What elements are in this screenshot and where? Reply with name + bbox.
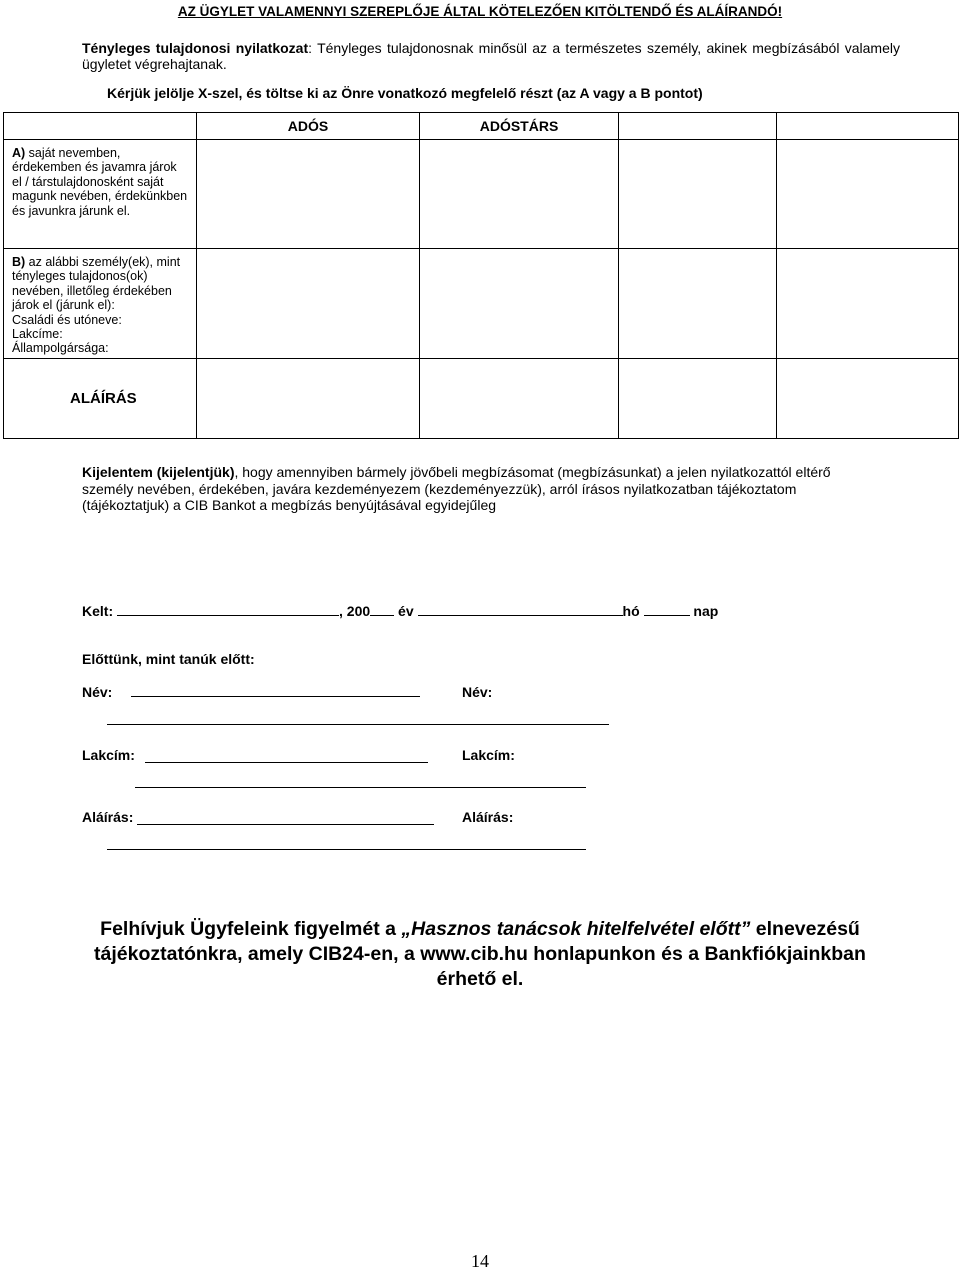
- date-month-label: hó: [622, 603, 640, 619]
- page-heading: AZ ÜGYLET VALAMENNYI SZEREPLŐJE ÁLTAL KÖTELEZŐEN KITÖLTENDŐ ÉS ALÁÍRANDÓ!: [177, 4, 783, 19]
- intro-paragraph: [82, 40, 900, 72]
- intro-term: Tényleges tulajdonosi nyilatkozat: [82, 40, 309, 56]
- date-label: Kelt:: [82, 603, 114, 619]
- field-citizenship: Állampolgársága:: [12, 341, 109, 356]
- declaration-paragraph: [82, 464, 872, 514]
- header-empty-3: [619, 113, 777, 140]
- header-ados: ADÓS: [197, 113, 420, 140]
- intro-text: : Tényleges tulajdonosnak minősül az a természetes személy, akinek megbízásából valamely ügyletet végrehajtanak.: [82, 40, 900, 72]
- date-year-label: év: [398, 603, 414, 619]
- header-adostars: ADÓSTÁRS: [420, 113, 619, 140]
- signature-cell-4[interactable]: [777, 358, 959, 438]
- witness1-address-label: Lakcím:: [82, 747, 135, 763]
- signature-cell-3[interactable]: [619, 358, 777, 438]
- row-a-label: A) saját nevemben, érdekemben és javamra járok el / társtulajdonosként saját magunk nevében, érdekünkben és javunkra járunk el.: [4, 140, 197, 249]
- declaration-text: , hogy amennyiben bármely jövőbeli megbízásomat (megbízásunkat) a jelen nyilatkozattól eltérő személy nevében, érdekében, javára kezdeményezem (kezdeményezzük), arról írásos nyilatkozatban tájékoztatom (tájékoztatjuk) a CIB Bankot a megbízás benyújtásával egyidejűleg: [82, 464, 831, 513]
- field-address: Lakcíme:: [12, 327, 63, 342]
- notice-line-3: érhető el.: [436, 968, 524, 990]
- witness2-address-label: Lakcím:: [462, 747, 515, 763]
- witness1-signature-label: Aláírás:: [82, 809, 134, 825]
- witness2-address-field[interactable]: [135, 773, 586, 788]
- declaration-bold: Kijelentem (kijelentjük): [82, 464, 235, 480]
- date-day-field[interactable]: [644, 601, 690, 616]
- witness1-name-label: Név:: [82, 684, 113, 700]
- customer-notice: [0, 917, 960, 992]
- header-empty-4: [777, 113, 959, 140]
- page-number: 14: [471, 1251, 489, 1271]
- witness1-name-field[interactable]: [131, 682, 420, 697]
- date-day-label: nap: [693, 603, 719, 619]
- row-a-cell-3[interactable]: [619, 140, 777, 249]
- witness-title: Előttünk, mint tanúk előtt:: [82, 651, 255, 667]
- witness2-name-field[interactable]: [107, 710, 609, 725]
- signature-adostars-cell[interactable]: [420, 358, 619, 438]
- date-year-field[interactable]: [370, 601, 394, 616]
- witness2-signature-label: Aláírás:: [462, 809, 514, 825]
- field-name: Családi és utóneve:: [12, 312, 122, 327]
- owner-declaration-table: [3, 112, 959, 439]
- date-year-prefix: , 200: [339, 603, 371, 619]
- row-b-label: B) az alábbi személy(ek), mint tényleges tulajdonos(ok) nevében, illetőleg érdekében járok el (járunk el): Családi és utóneve: Lakcíme: Állampolgársága:: [4, 249, 197, 359]
- header-empty-left: [4, 113, 197, 140]
- row-b-cell-4[interactable]: [777, 249, 959, 359]
- row-a-adostars-cell[interactable]: [420, 140, 619, 249]
- notice-line-1: Felhívjuk Ügyfeleink figyelmét a „Hasznos tanácsok hitelfelvétel előtt” elnevezésű: [100, 918, 860, 940]
- witness2-signature-field[interactable]: [107, 835, 586, 850]
- row-b-adostars-cell[interactable]: [420, 249, 619, 359]
- row-b-ados-cell[interactable]: [197, 249, 420, 359]
- witness1-address-field[interactable]: [145, 748, 428, 763]
- date-month-field[interactable]: [418, 601, 623, 616]
- notice-brochure-title: „Hasznos tanácsok hitelfelvétel előtt”: [401, 918, 751, 940]
- instruction-text: Kérjük jelölje X-szel, és töltse ki az Önre vonatkozó megfelelő részt (az A vagy a B pontot): [107, 85, 703, 101]
- notice-line-2: tájékoztatónkra, amely CIB24-en, a www.cib.hu honlapunkon és a Bankfiókjainkban: [94, 943, 866, 965]
- signature-label: ALÁÍRÁS: [4, 358, 197, 438]
- signature-ados-cell[interactable]: [197, 358, 420, 438]
- row-a-ados-cell[interactable]: [197, 140, 420, 249]
- date-line: [82, 601, 718, 619]
- witness2-name-label: Név:: [462, 684, 493, 700]
- witness1-signature-field[interactable]: [137, 810, 434, 825]
- row-a-cell-4[interactable]: [777, 140, 959, 249]
- date-place-field[interactable]: [117, 601, 339, 616]
- row-b-cell-3[interactable]: [619, 249, 777, 359]
